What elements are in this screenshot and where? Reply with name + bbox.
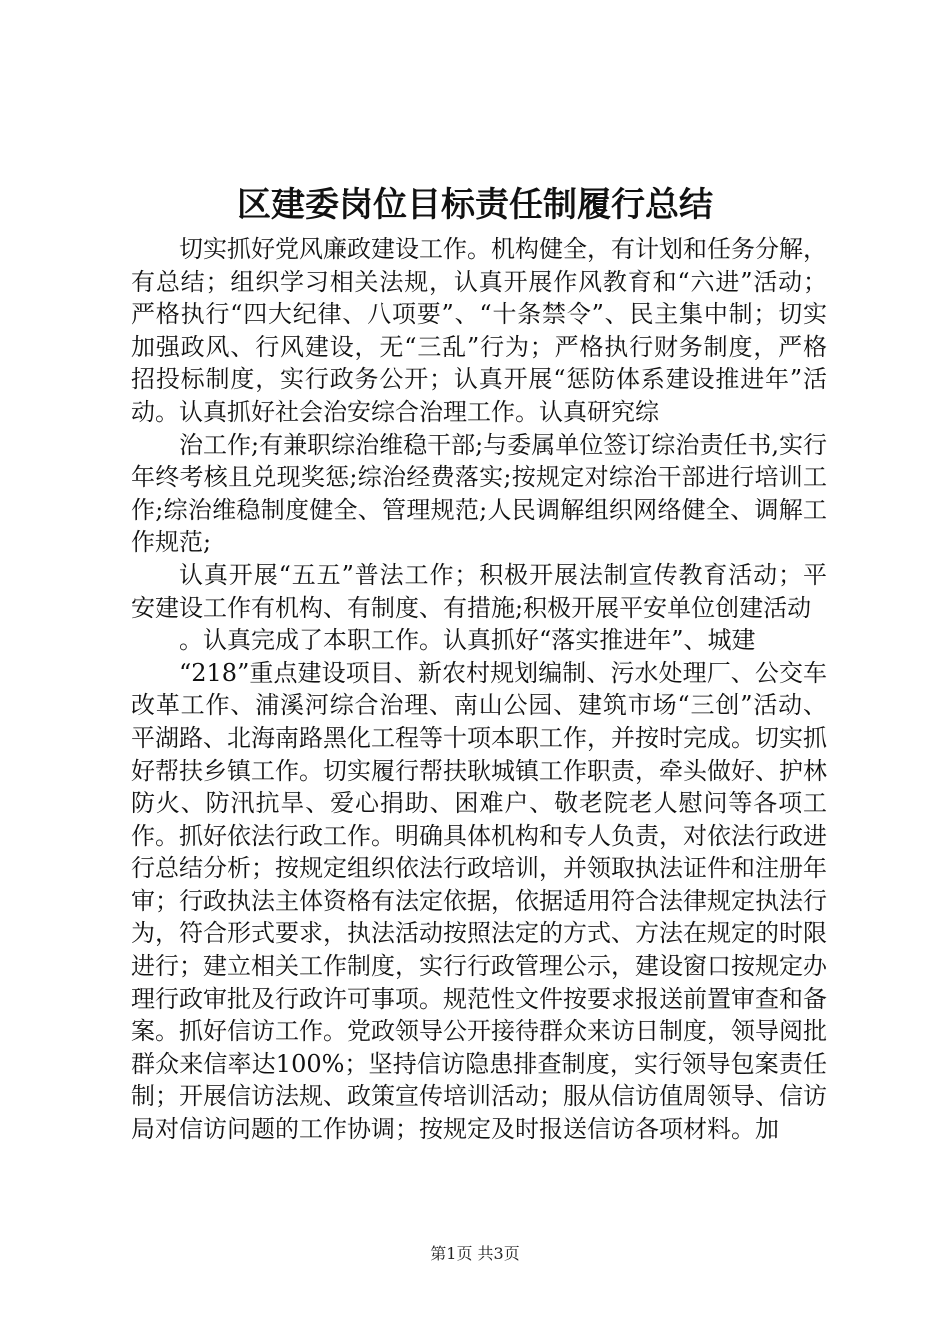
paragraph-2: 治工作;有兼职综治维稳干部;与委属单位签订综治责任书,实行年终考核且兑现奖惩;综治经费落实;按规定对综治干部进行培训工作;综治维稳制度健全、管理规范;人民调解组织网络健全、调解工作规范; xyxy=(131,430,827,557)
page-footer: 第1页 共3页 xyxy=(430,1244,520,1263)
document-title: 区建委岗位目标责任制履行总结 xyxy=(237,185,713,225)
paragraph-5: “218”重点建设项目、新农村规划编制、污水处理厂、公交车改革工作、浦溪河综合治理、南山公园、建筑市场“三创”活动、平湖路、北海南路黑化工程等十项本职工作，并按时完成。切实抓好帮扶乡镇工作。切实履行帮扶耿城镇工作职责，牵头做好、护林防火、防汛抗旱、爱心捐助、困难户、敬老院老人慰问等各项工作。抓好依法行政工作。明确具体机构和专人负责，对依法行政进行总结分析；按规定组织依法行政培训，并领取执法证件和注册年审；行政执法主体资格有法定依据，依据适用符合法律规定执法行为，符合形式要求，执法活动按照法定的方式、方法在规定的时限进行；建立相关工作制度，实行行政管理公示，建设窗口按规定办理行政审批及行政许可事项。规范性文件按要求报送前置审查和备案。抓好信访工作。党政领导公开接待群众来访日制度，领导阅批群众来信率达100%；坚持信访隐患排查制度，实行领导包案责任制；开展信访法规、政策宣传培训活动；服从信访值周领导、信访局对信访问题的工作协调；按规定及时报送信访各项材料。加 xyxy=(131,658,827,1144)
paragraph-1: 切实抓好党风廉政建设工作。机构健全，有计划和任务分解，有总结；组织学习相关法规，认真开展作风教育和“六进”活动；严格执行“四大纪律、八项要”、“十条禁令”、民主集中制；切实加强政风、行风建设，无“三乱”行为；严格执行财务制度，严格招投标制度，实行政务公开；认真开展“惩防体系建设推进年”活动。认真抓好社会治安综合治理工作。认真研究综 xyxy=(131,235,827,426)
paragraph-4: 。认真完成了本职工作。认真抓好“落实推进年”、城建 xyxy=(179,626,756,655)
document-body xyxy=(131,233,827,1146)
paragraph-3: 认真开展“五五”普法工作；积极开展法制宣传教育活动；平安建设工作有机构、有制度、有措施;积极开展平安单位创建活动 xyxy=(131,560,827,622)
